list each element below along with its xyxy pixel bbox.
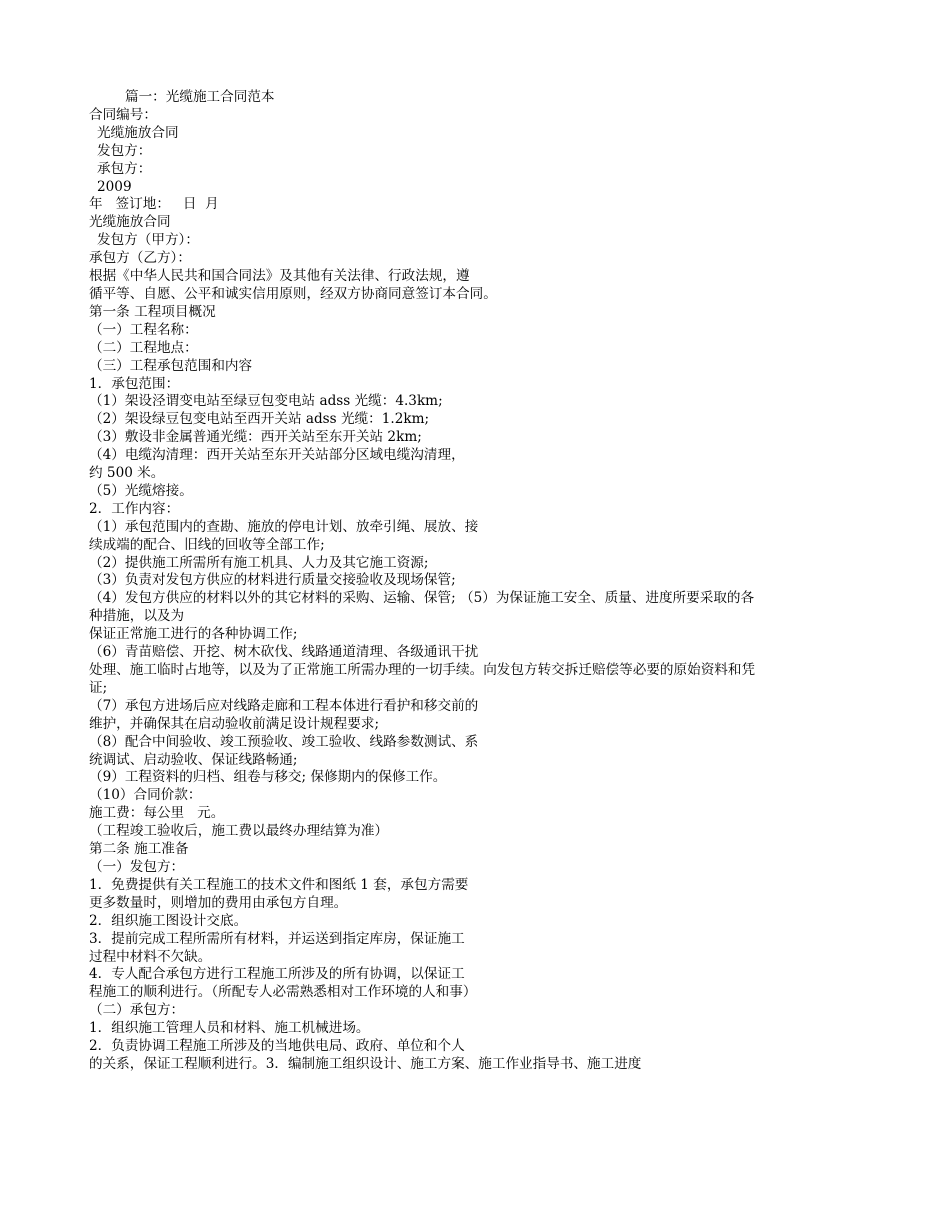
text-line: 的关系，保证工程顺利进行。3．编制施工组织设计、施工方案、施工作业指导书、施工进度 <box>89 1055 642 1072</box>
text-line: 发包方（甲方）： <box>97 232 199 249</box>
text-line: 光缆施放合同 <box>89 214 171 231</box>
text-line: 光缆施放合同 <box>97 124 179 141</box>
text-line: 承包方： <box>97 160 152 177</box>
text-line: （一）工程名称： <box>89 321 198 338</box>
document-page <box>89 89 879 1074</box>
text-line: （1）承包范围内的查勘、施放的停电计划、放牵引绳、展放、接 <box>89 518 479 535</box>
text-line: 2．工作内容： <box>89 500 180 517</box>
text-line: 施工费：每公里 元。 <box>89 805 225 822</box>
text-line: （4）发包方供应的材料以外的其它材料的采购、运输、保管; （5）为保证施工安全、质量、进度所要采取的各 <box>89 590 755 607</box>
text-line: 第一条 工程项目概况 <box>89 303 216 320</box>
text-line: （7）承包方进场后应对线路走廊和工程本体进行看护和移交前的 <box>89 697 479 714</box>
text-line: 证; <box>89 679 108 696</box>
text-line: 2009 <box>97 178 132 195</box>
text-line: 承包方（乙方）： <box>89 250 191 267</box>
text-line: （一）发包方： <box>89 858 185 875</box>
text-line: （3）敷设非金属普通光缆：西开关站至东开关站 2km; <box>89 429 422 446</box>
text-line: 2．负责协调工程施工所涉及的当地供电局、政府、单位和个人 <box>89 1038 465 1055</box>
text-line: （2）架设绿豆包变电站至西开关站 adss 光缆：1.2km; <box>89 411 430 428</box>
text-line: 根据《中华人民共和国合同法》及其他有关法律、行政法规，遵 <box>89 268 470 285</box>
text-line: 2．组织施工图设计交底。 <box>89 912 248 929</box>
text-line: 统调试、启动验收、保证线路畅通; <box>89 751 298 768</box>
text-line: （4）电缆沟清理：西开关站至东开关站部分区域电缆沟清理， <box>89 447 465 464</box>
text-line: （1）架设泾谓变电站至绿豆包变电站 adss 光缆：4.3km; <box>89 393 443 410</box>
text-line: 种措施，以及为 <box>89 608 185 625</box>
text-line: 处理、施工临时占地等，以及为了正常施工所需办理的一切手续。向发包方转交拆迁赔偿等必要的原始资料和凭 <box>89 662 756 678</box>
text-line: （二）工程地点： <box>89 339 198 356</box>
text-line: 合同编号： <box>89 106 157 123</box>
text-line: 篇一：光缆施工合同范本 <box>125 89 275 105</box>
text-line: 保证正常施工进行的各种协调工作; <box>89 626 298 643</box>
text-line: 年 签订地： 日 月 <box>89 196 219 213</box>
text-line: （9）工程资料的归档、组卷与移交; 保修期内的保修工作。 <box>89 769 447 786</box>
text-line: 发包方： <box>97 142 152 159</box>
text-line: 第二条 施工准备 <box>89 841 189 858</box>
text-line: 4．专人配合承包方进行工程施工所涉及的所有协调，以保证工 <box>89 966 465 983</box>
text-line: （2）提供施工所需所有施工机具、人力及其它施工资源; <box>89 554 429 571</box>
text-line: （5）光缆熔接。 <box>89 482 193 499</box>
text-line: 约 500 米。 <box>89 465 165 482</box>
text-line: （6）青苗赔偿、开挖、树木砍伐、线路通道清理、各级通讯干扰 <box>89 644 479 661</box>
text-line: （10）合同价款： <box>89 787 202 804</box>
text-line: 维护，并确保其在启动验收前满足设计规程要求; <box>89 715 380 732</box>
text-line: （三）工程承包范围和内容 <box>89 357 253 374</box>
text-line: （3）负责对发包方供应的材料进行质量交接验收及现场保管; <box>89 572 456 589</box>
text-line: （8）配合中间验收、竣工预验收、竣工验收、线路参数测试、系 <box>89 733 479 750</box>
text-line: 3．提前完成工程所需所有材料，并运送到指定库房，保证施工 <box>89 930 465 947</box>
text-line: （二）承包方： <box>89 1002 185 1019</box>
text-line: （工程竣工验收后，施工费以最终办理结算为准） <box>89 823 389 840</box>
text-line: 程施工的顺利进行。（所配专人必需熟悉相对工作环境的人和事） <box>89 984 477 1001</box>
text-line: 过程中材料不欠缺。 <box>89 948 212 965</box>
text-line: 更多数量时，则增加的费用由承包方自理。 <box>89 894 348 911</box>
text-line: 1．承包范围： <box>89 375 180 392</box>
text-line: 循平等、自愿、公平和诚实信用原则，经双方协商同意签订本合同。 <box>89 285 497 302</box>
text-line: 1．免费提供有关工程施工的技术文件和图纸 1 套，承包方需要 <box>89 876 469 893</box>
text-line: 1．组织施工管理人员和材料、施工机械进场。 <box>89 1020 370 1037</box>
text-line: 续成端的配合、旧线的回收等全部工作; <box>89 536 325 553</box>
